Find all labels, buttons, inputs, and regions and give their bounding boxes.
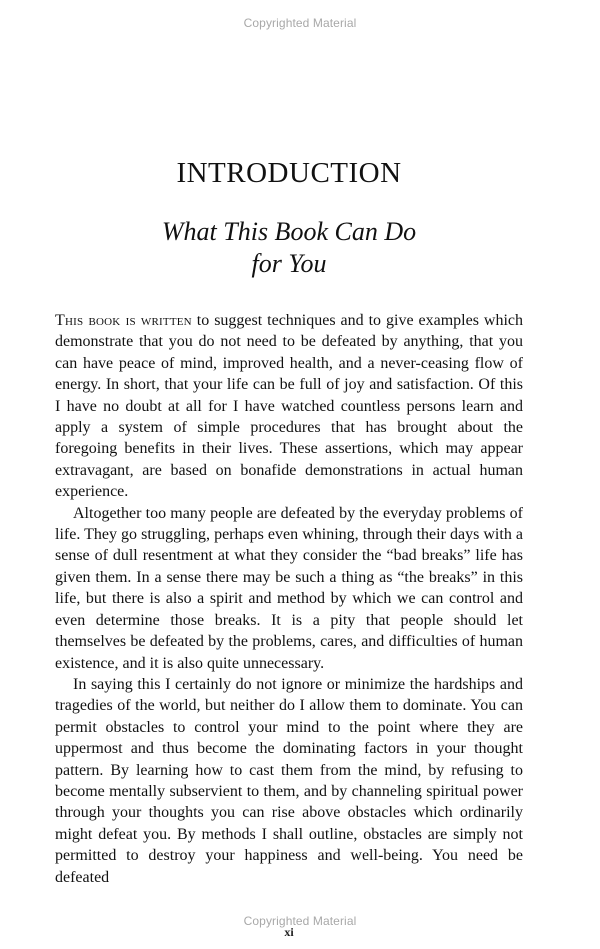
paragraph-lead-in: This book is written <box>55 312 192 329</box>
paragraph-1-text: to suggest techniques and to give examples which demonstrate that you do not need to be defeated by anything, that you can have peace of mind, improved health, and a never-ceasing flow of energy. In short, that your life can be full of joy and satisfaction. Of this I have no doubt at all for I have watched countless persons learn and apply a system of simple procedures that has brought about the foregoing benefits in their lives. These assertions, which may appear extravagant, are based on bonafide demonstrations in actual human experience. <box>55 312 524 501</box>
paragraph-1 <box>55 310 523 503</box>
chapter-subtitle-line-1: What This Book Can Do <box>161 217 417 246</box>
chapter-subtitle-line-2: for You <box>251 249 327 278</box>
chapter-subtitle <box>0 216 578 280</box>
chapter-title: INTRODUCTION <box>176 157 402 189</box>
page-number: xi <box>284 925 294 939</box>
body-text <box>55 310 523 888</box>
paragraph-3: In saying this I certainly do not ignore or minimize the hardships and tragedies of the world, but neither do I allow them to dominate. You can permit obstacles to control your mind to the point where they are uppermost and thus become the dominating factors in your thought pattern. By learning how to cast them from the mind, by refusing to become mentally subservient to them, and by channeling spiritual power through your thoughts you can rise above obstacles which ordinarily might defeat you. By methods I shall outline, obstacles are simply not permitted to destroy your happiness and well-being. You need be defeated <box>55 675 523 886</box>
copyright-watermark-bottom: Copyrighted Material <box>243 914 357 928</box>
paragraph-2: Altogether too many people are defeated by the everyday problems of life. They go struggling, perhaps even whining, through their days with a sense of dull resentment at what they consider the “bad breaks” life has given them. In a sense there may be such a thing as “the breaks” in this life, but there is also a spirit and method by which we can control and even determine those breaks. It is a pity that people should let themselves be defeated by the problems, cares, and difficulties of human existence, and it is also quite unnecessary. <box>55 504 523 672</box>
copyright-watermark-top: Copyrighted Material <box>243 16 357 30</box>
